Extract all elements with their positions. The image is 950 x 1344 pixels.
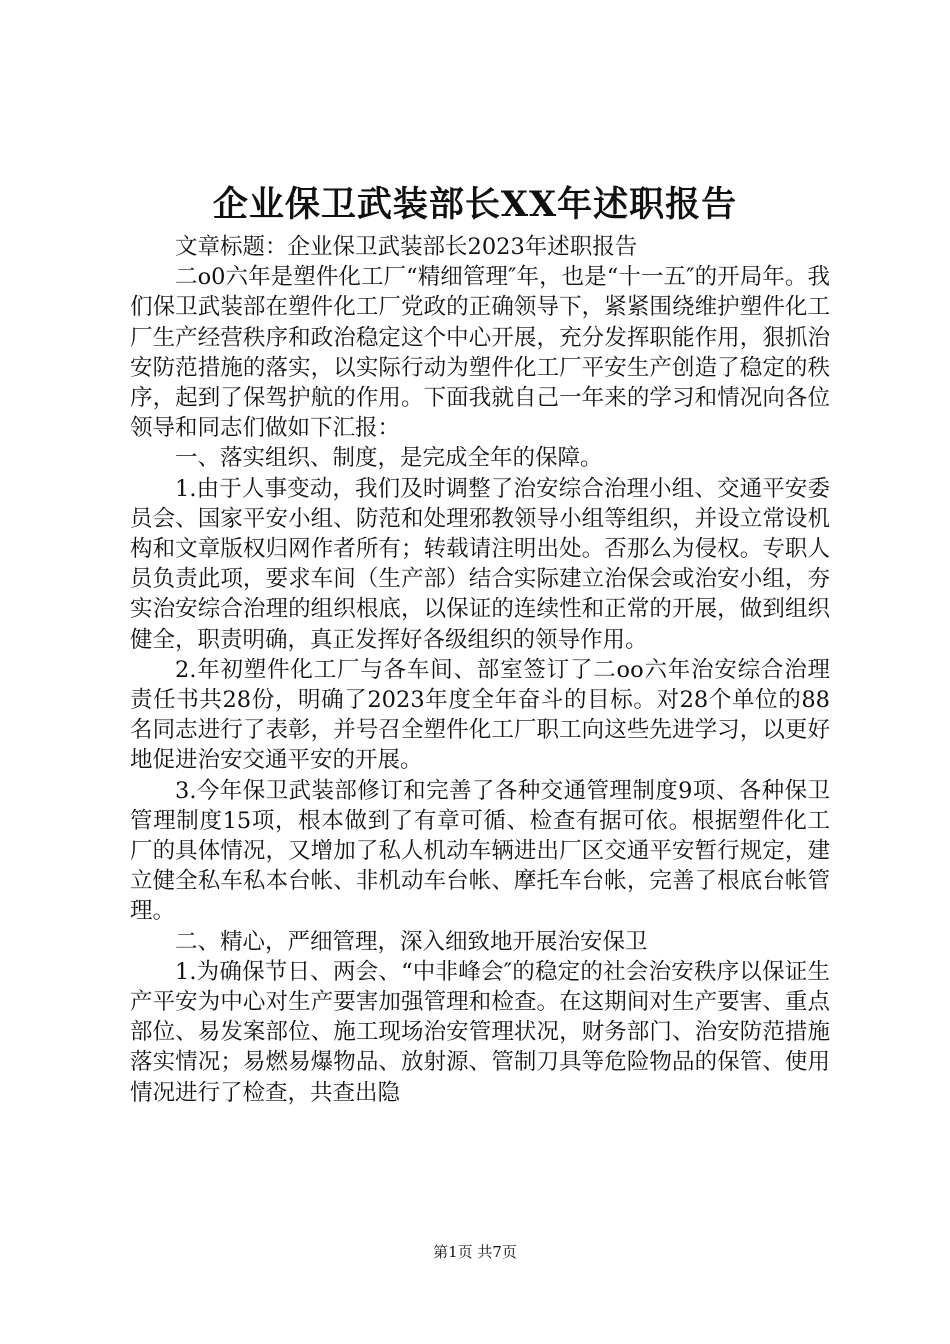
paragraph-item-1-1: 1.由于人事变动，我们及时调整了治安综合治理小组、交通平安委员会、国家平安小组、防范和处理邪教领导小组等组织，并设立常设机构和文章版权归网作者所有；转载请注明出处。否那么为侵权。专职人员负责此项，要求车间（生产部）结合实际建立治保会或治安小组，夯实治安综合治理的组织根底，以保证的连续性和正常的开展，做到组织健全，职责明确，真正发挥好各级组织的领导作用。: [130, 475, 830, 653]
section-heading-2: 二、精心，严细管理，深入细致地开展治安保卫: [175, 928, 648, 955]
section-heading-1: 一、落实组织、制度，是完成全年的保障。: [175, 445, 603, 472]
page-footer: 第1页 共7页: [433, 1243, 517, 1261]
paragraph-item-2-1: 1.为确保节日、两会、“中非峰会″的稳定的社会治安秩序以保证生产平安为中心对生产要害加强管理和检查。在这期间对生产要害、重点部位、易发案部位、施工现场治安管理状况，财务部门、治安防范措施落实情况；易燃易爆物品、放射源、管制刀具等危险物品的保管、使用情况进行了检查，共查出隐: [130, 958, 830, 1106]
paragraph-article-title: 文章标题：企业保卫武装部长2023年述职报告: [175, 234, 638, 260]
paragraph-item-1-3: 3.今年保卫武装部修订和完善了各种交通管理制度9项、各种保卫管理制度15项，根本做到了有章可循、检查有据可依。根据塑件化工厂的具体情况，又增加了私人机动车辆进出厂区交通平安暂行规定，建立健全私车私本台帐、非机动车台帐、摩托车台帐，完善了根底台帐管理。: [130, 777, 830, 925]
document-body: [130, 232, 830, 1108]
paragraph-item-1-2: 2.年初塑件化工厂与各车间、部室签订了二oo六年治安综合治理责任书共28份，明确了2023年度全年奋斗的目标。对28个单位的88名同志进行了表彰，并号召全塑件化工厂职工向这些先进学习，以更好地促进治安交通平安的开展。: [130, 656, 830, 774]
paragraph-intro: 二o0六年是塑件化工厂“精细管理″年，也是“十一五″的开局年。我们保卫武装部在塑件化工厂党政的正确领导下，紧紧围绕维护塑件化工厂生产经营秩序和政治稳定这个中心开展，充分发挥职能作用，狠抓治安防范措施的落实，以实际行动为塑件化工厂平安生产创造了稳定的秩序，起到了保驾护航的作用。下面我就自己一年来的学习和情况向各位领导和同志们做如下汇报：: [130, 264, 830, 442]
document-title: 企业保卫武装部长XX年述职报告: [212, 184, 738, 225]
